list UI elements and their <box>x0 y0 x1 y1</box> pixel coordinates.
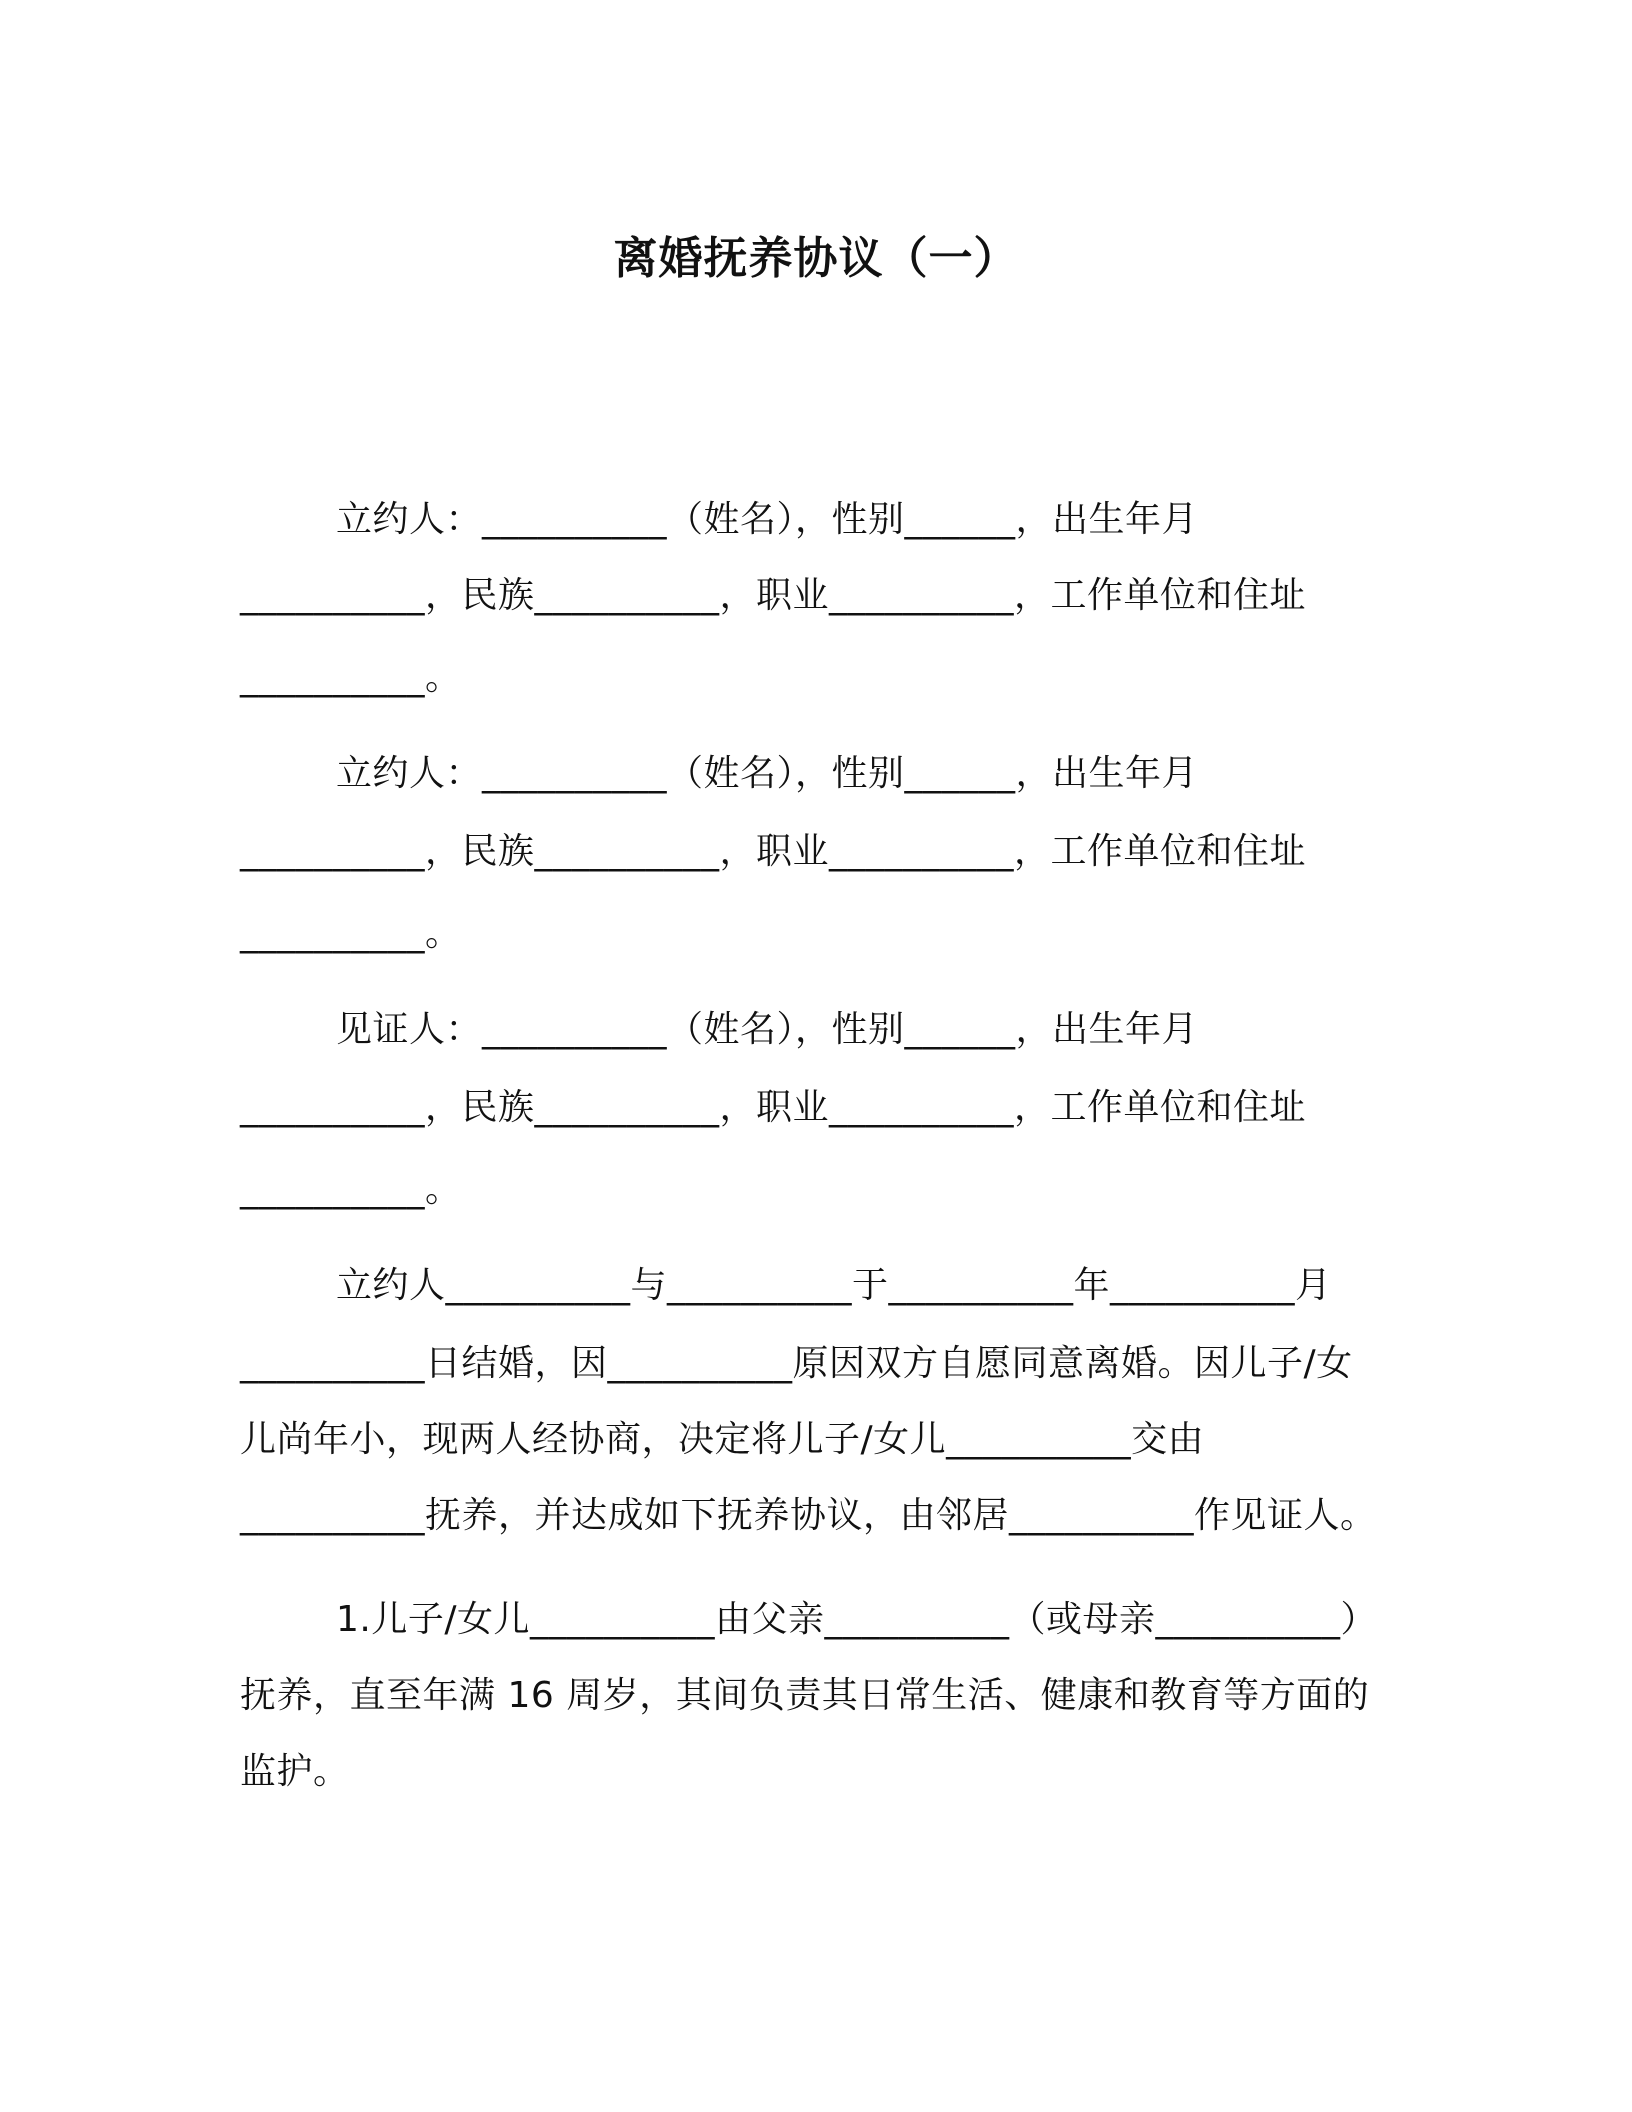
party2-line-2: __________，民族__________，职业__________，工作单位和住址 <box>240 831 1307 872</box>
party2-line-3: __________。 <box>240 913 462 954</box>
party1-line-3: __________。 <box>240 657 462 698</box>
clause-1-line-1: 1.儿子/女儿__________由父亲__________（或母亲__________） <box>336 1599 1377 1640</box>
document-title: 离婚抚养协议（一） <box>613 233 1019 284</box>
clause-1-line-3: 监护。 <box>240 1751 350 1792</box>
witness-line-1: 见证人：__________（姓名），性别______，出生年月 <box>336 1009 1199 1050</box>
marriage-paragraph-line-2: __________日结婚，因__________原因双方自愿同意离婚。因儿子/女 <box>240 1343 1353 1384</box>
party1-line-1: 立约人：__________（姓名），性别______，出生年月 <box>336 499 1199 540</box>
party1-line-2: __________，民族__________，职业__________，工作单位和住址 <box>240 575 1307 616</box>
witness-line-3: __________。 <box>240 1169 462 1210</box>
marriage-paragraph-line-3: 儿尚年小，现两人经协商，决定将儿子/女儿__________交由 <box>240 1419 1205 1460</box>
marriage-paragraph-line-1: 立约人__________与__________于__________年__________月 <box>336 1265 1332 1306</box>
clause-1-line-2: 抚养，直至年满 16 周岁，其间负责其日常生活、健康和教育等方面的 <box>240 1675 1370 1716</box>
party2-line-1: 立约人：__________（姓名），性别______，出生年月 <box>336 753 1199 794</box>
marriage-paragraph-line-4: __________抚养，并达成如下抚养协议，由邻居__________作见证人。 <box>240 1495 1377 1536</box>
witness-line-2: __________，民族__________，职业__________，工作单位和住址 <box>240 1087 1307 1128</box>
